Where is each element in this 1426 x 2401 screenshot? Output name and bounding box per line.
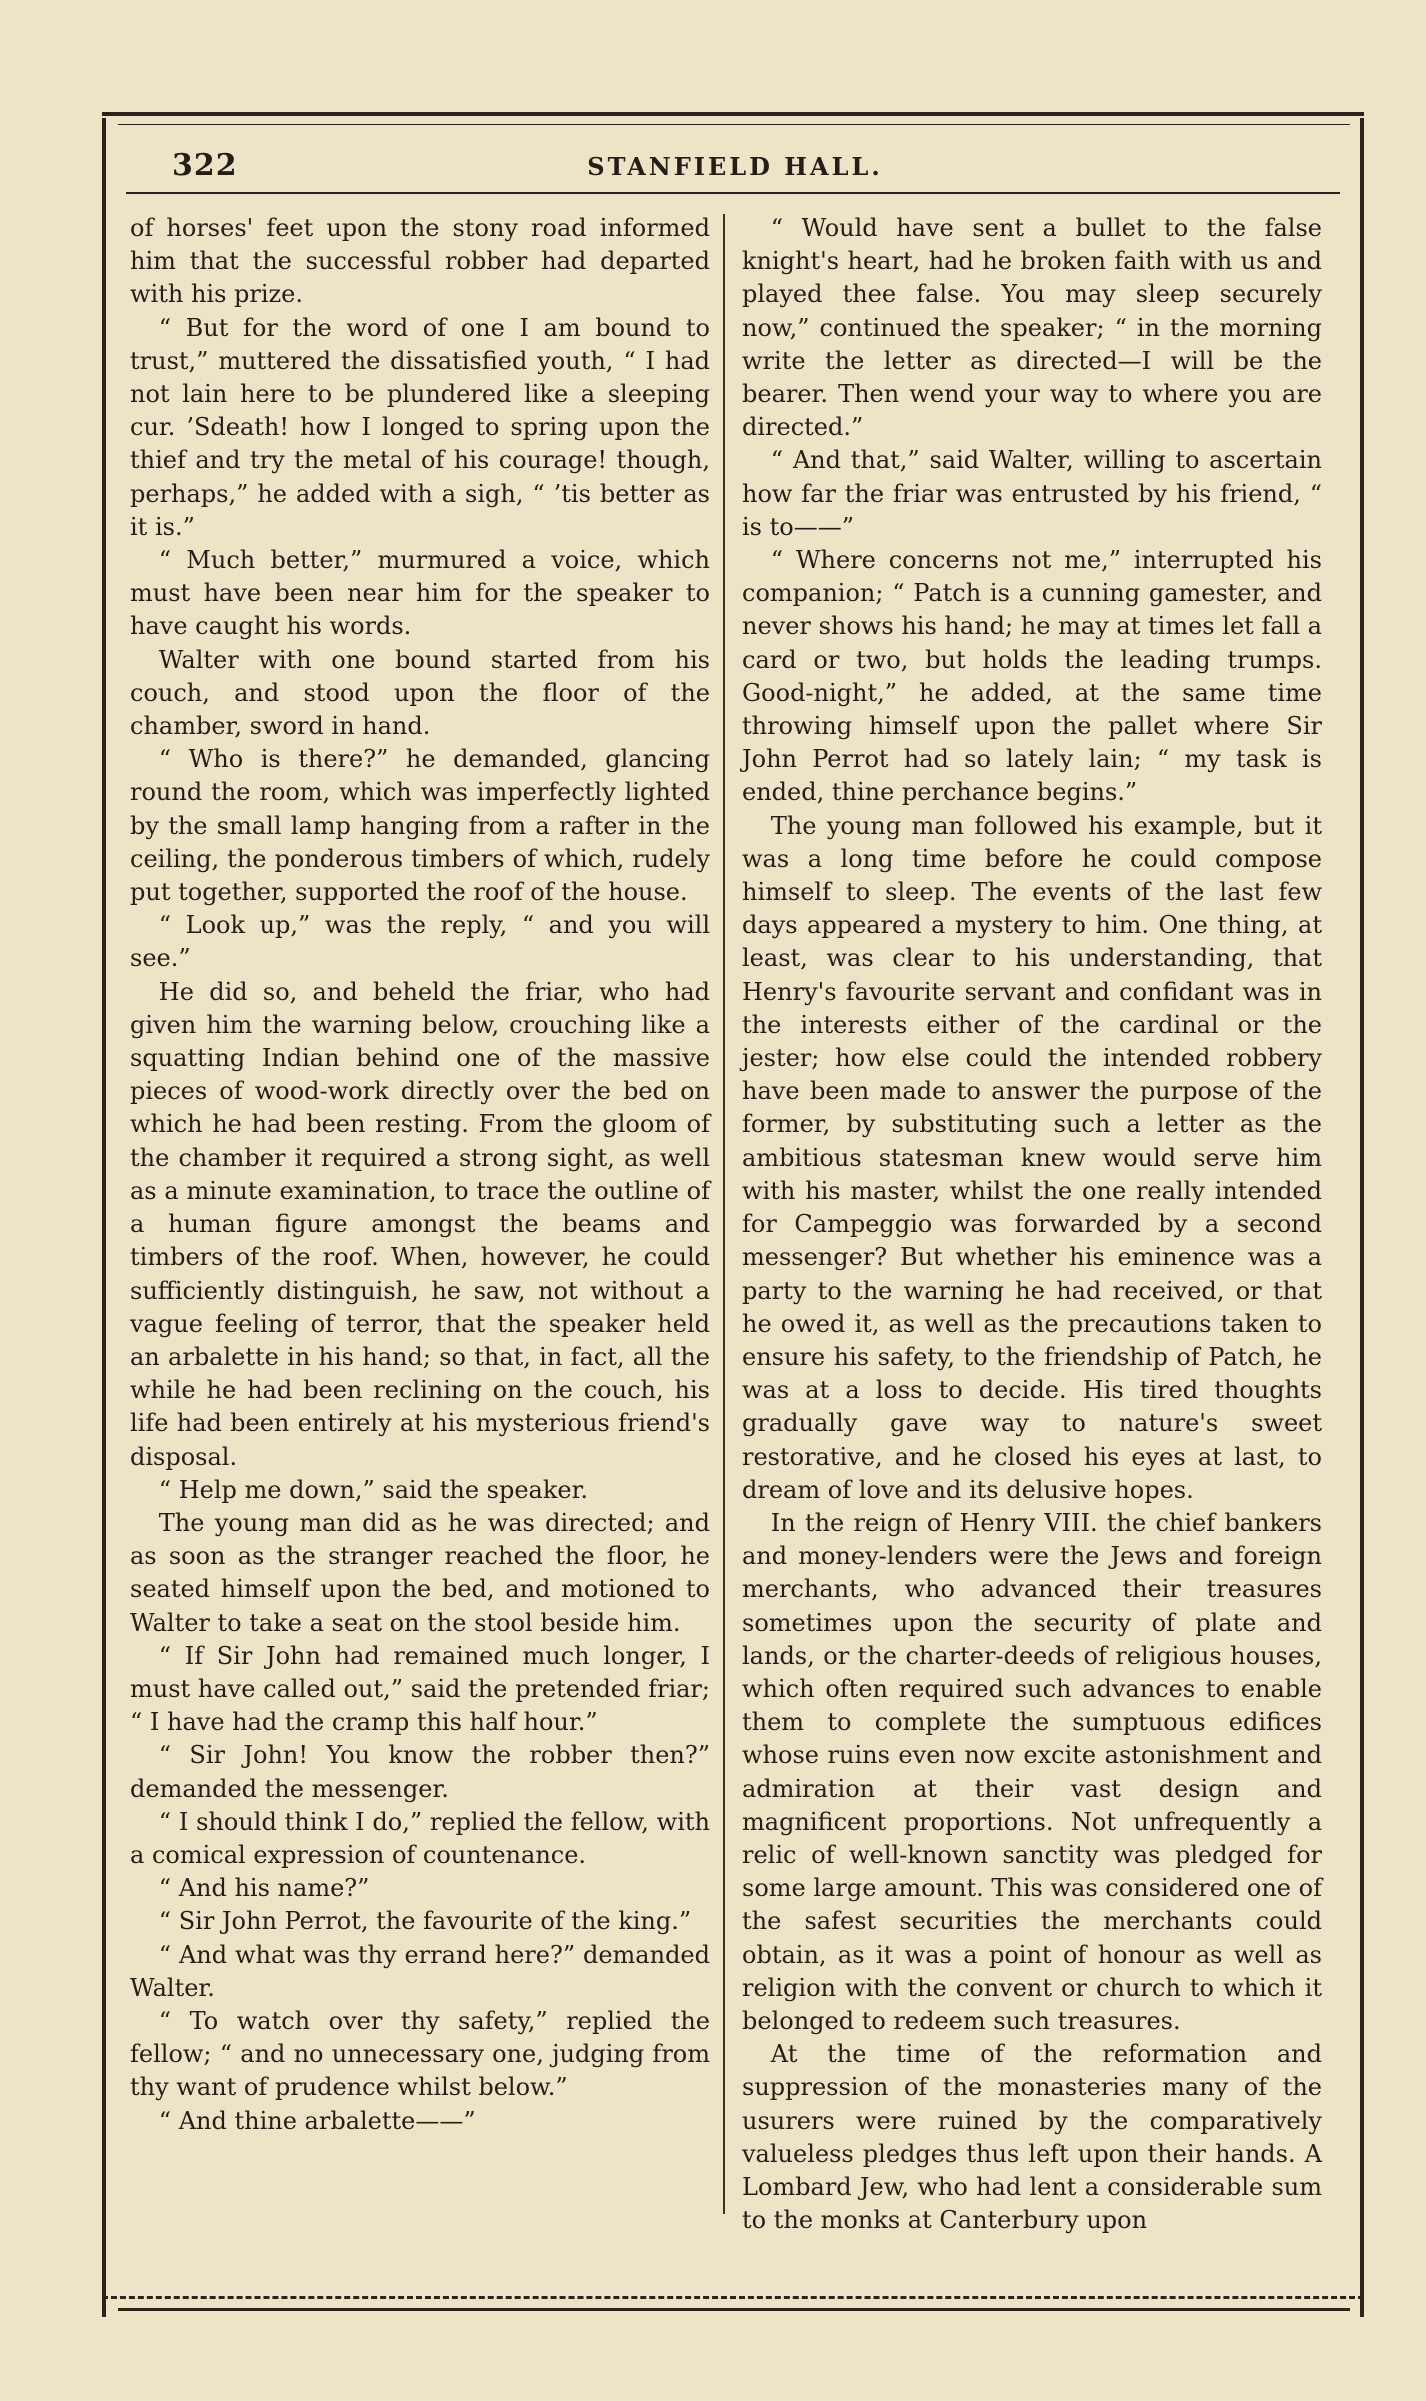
paragraph: “ Much better,” murmured a voice, which must have been near him for the speaker to have caught his words. xyxy=(130,546,710,641)
paragraph: “ And that,” said Walter, willing to ascertain how far the friar was entrusted by his friend, “ is to——” xyxy=(742,446,1322,541)
paragraph: of horses' feet upon the stony road informed him that the successful robber had departed with his prize. xyxy=(130,214,710,309)
paragraph: At the time of the reformation and suppression of the monasteries many of the usurers were ruined by the comparatively valueless pledges thus left upon their hands. A Lombard Jew, who had lent a considerable sum to the monks at Canterbury upon xyxy=(742,2040,1322,2235)
bottom-border-rule xyxy=(102,2296,1364,2299)
left-column xyxy=(130,212,710,2138)
paragraph: “ But for the word of one I am bound to trust,” muttered the dissatisfied youth, “ I had not lain here to be plundered like a sleeping cur. ’Sdeath! how I longed to spring upon the thief and try the metal of his courage! though, perhaps,” he added with a sigh, “ ’tis better as it is.” xyxy=(130,313,710,541)
paragraph: “ Sir John! You know the robber then?” demanded the messenger. xyxy=(130,1741,710,1803)
bottom-inner-rule xyxy=(118,2308,1350,2311)
top-border-rule xyxy=(102,112,1364,116)
paragraph: The young man followed his example, but it was a long time before he could compose himself to sleep. The events of the last few days appeared a mystery to him. One thing, at least, was clear to his understanding, that Henry's favourite servant and confidant was in the interests either of the cardinal or the jester; how else could the intended robbery have been made to answer the purpose of the former, by substituting such a letter as the ambitious statesman knew would serve him with his master, whilst the one really intended for Campeggio was forwarded by a second messenger? But whether his eminence was a party to the warning he had received, or that he owed it, as well as the precautions taken to ensure his safety, to the friendship of Patch, he was at a loss to decide. His tired thoughts gradually gave way to nature's sweet restorative, and he closed his eyes at last, to dream of love and its delusive hopes. xyxy=(742,811,1322,1504)
running-title: STANFIELD HALL. xyxy=(587,152,883,181)
right-column xyxy=(742,212,1322,2237)
column-divider xyxy=(723,214,725,2214)
paragraph: “ If Sir John had remained much longer, I must have called out,” said the pretended friar; “ I have had the cramp this half hour.” xyxy=(130,1641,710,1737)
paragraph: In the reign of Henry VIII. the chief bankers and money-lenders were the Jews and foreign merchants, who advanced their treasures sometimes upon the security of plate and lands, or the charter-deeds of religious houses, which often required such advances to enable them to complete the sumptuous edifices whose ruins even now excite astonishment and admiration at their vast design and magnificent proportions. Not unfrequently a relic of well-known sanctity was pledged for some large amount. This was considered one of the safest securities the merchants could obtain, as it was a point of honour as well as religion with the convent or church to which it belonged to redeem such treasures. xyxy=(742,1508,1322,2035)
paragraph: “ Sir John Perrot, the favourite of the king.” xyxy=(158,1907,692,1936)
paragraph: “ And what was thy errand here?” demanded Walter. xyxy=(130,1940,710,2002)
paragraph: “ Where concerns not me,” interrupted his companion; “ Patch is a cunning gamester, and never shows his hand; he may at times let fall a card or two, but holds the leading trumps. Good-night,” he added, at the same time throwing himself upon the pallet where Sir John Perrot had so lately lain; “ my task is ended, thine perchance begins.” xyxy=(742,546,1322,807)
paragraph: “ And thine arbalette——” xyxy=(158,2106,476,2135)
paragraph: The young man did as he was directed; and as soon as the stranger reached the floor, he seated himself upon the bed, and motioned to Walter to take a seat on the stool beside him. xyxy=(130,1508,710,1637)
paragraph: Walter with one bound started from his couch, and stood upon the floor of the chamber, sword in hand. xyxy=(130,645,710,741)
paragraph: “ Would have sent a bullet to the false knight's heart, had he broken faith with us and played thee false. You may sleep securely now,” continued the speaker; “ in the morning write the letter as directed—I will be the bearer. Then wend your way to where you are directed.” xyxy=(742,214,1322,442)
paragraph: “ Look up,” was the reply, “ and you will see.” xyxy=(130,911,710,973)
page-number: 322 xyxy=(172,148,238,183)
paragraph: He did so, and beheld the friar, who had given him the warning below, crouching like a squatting Indian behind one of the massive pieces of wood-work directly over the bed on which he had been resting. From the gloom of the chamber it required a strong sight, as well as a minute examination, to trace the outline of a human figure amongst the beams and timbers of the roof. When, however, he could sufficiently distinguish, he saw, not without a vague feeling of terror, that the speaker held an arbalette in his hand; so that, in fact, all the while he had been reclining on the couch, his life had been entirely at his mysterious friend's disposal. xyxy=(130,977,710,1471)
header-rule xyxy=(126,192,1340,194)
paragraph: “ To watch over thy safety,” replied the fellow; “ and no unnecessary one, judging from thy want of prudence whilst below.” xyxy=(130,2006,710,2102)
paragraph: “ I should think I do,” replied the fellow, with a comical expression of countenance. xyxy=(130,1807,710,1869)
page-header xyxy=(160,148,1310,188)
paragraph: “ Help me down,” said the speaker. xyxy=(158,1475,589,1504)
paragraph: “ And his name?” xyxy=(158,1874,370,1903)
paragraph: “ Who is there?” he demanded, glancing round the room, which was imperfectly lighted by the small lamp hanging from a rafter in the ceiling, the ponderous timbers of which, rudely put together, supported the roof of the house. xyxy=(130,745,710,907)
